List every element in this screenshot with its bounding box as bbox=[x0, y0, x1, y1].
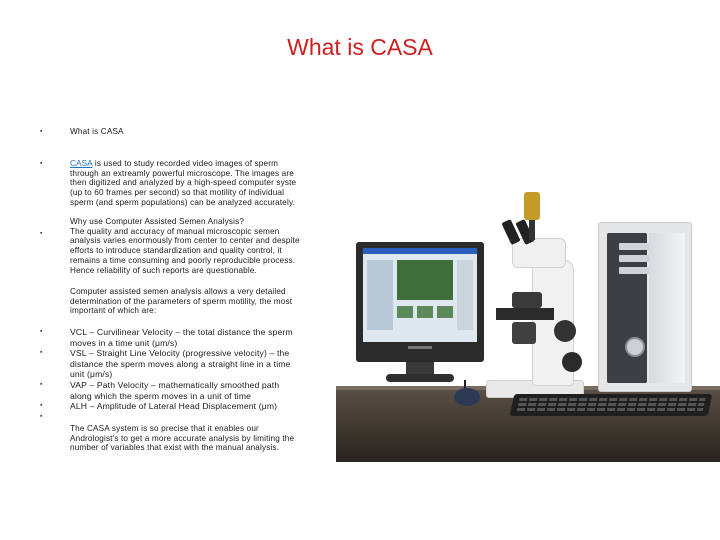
microscope-camera bbox=[524, 192, 540, 220]
text-line: then digitized and analyzed by a high-speed computer syste bbox=[70, 178, 297, 188]
text-line: determination of the parameters of sperm motility, the most bbox=[70, 296, 293, 306]
text-line: unit (μm/s) bbox=[70, 369, 113, 380]
text-line: remains a time consuming and poorly reproducible process. bbox=[70, 255, 296, 265]
casa-link[interactable]: CASA bbox=[70, 159, 93, 168]
text-line: along which the sperm moves in a unit of time bbox=[70, 390, 252, 401]
key-row bbox=[517, 408, 704, 411]
microscope-condenser bbox=[512, 322, 536, 344]
screen-titlebar bbox=[363, 248, 477, 254]
screen-video-pane bbox=[397, 260, 453, 300]
bullet-marker: ▪ bbox=[40, 328, 43, 335]
text-line: efforts to introduce standardization and quality control, it bbox=[70, 246, 282, 256]
text-line: ALH – Amplitude of Lateral Head Displacement (μm) bbox=[70, 401, 278, 411]
camera-tube bbox=[529, 218, 535, 240]
text-line: sperm (and sperm populations) can be analyzed accurately. bbox=[70, 197, 296, 207]
microscope-stage bbox=[496, 308, 554, 320]
keyboard bbox=[510, 394, 713, 416]
text-line: The CASA system is so precise that it enables our bbox=[70, 424, 259, 433]
monitor-stand-base bbox=[386, 374, 454, 382]
text-line: important of which are: bbox=[70, 306, 157, 316]
paragraph-motility-parameters bbox=[70, 287, 342, 316]
bullet-marker: ▪ bbox=[40, 128, 43, 135]
text-line: moves in a time unit (μm/s) bbox=[70, 337, 178, 348]
tower-logo bbox=[625, 337, 645, 357]
bullet-marker: ▪ bbox=[40, 381, 43, 388]
screen-thumbnail bbox=[397, 306, 413, 318]
optical-drive bbox=[619, 243, 651, 250]
bullet-marker: ▪ bbox=[40, 413, 43, 420]
bullet-text-what-is-casa bbox=[70, 127, 342, 137]
bullet-text-vcl bbox=[70, 327, 338, 348]
text-line: Andrologist's to get a more accurate analysis by limiting the bbox=[70, 433, 295, 443]
screen-side-panel bbox=[367, 260, 393, 330]
text-line bbox=[70, 159, 342, 169]
text-line: number of variables that exist with the manual analysis. bbox=[70, 443, 280, 453]
tower-side-panel bbox=[649, 233, 685, 383]
text-line: VCL – Curvilinear Velocity – the total distance the sperm bbox=[70, 327, 293, 337]
monitor bbox=[356, 242, 484, 362]
text-line: through an extreamly powerful microscope. The images are bbox=[70, 168, 294, 178]
bullet-text-why-use-casa bbox=[70, 217, 342, 275]
bullet-marker: ▪ bbox=[40, 402, 43, 409]
mouse bbox=[454, 388, 480, 406]
screen-thumbnail bbox=[437, 306, 453, 318]
focus-knob bbox=[562, 352, 582, 372]
text-line: (up to 60 frames per second) so that motility of individual bbox=[70, 188, 285, 198]
text-line: VSL – Straight Line Velocity (progressive velocity) – the bbox=[70, 348, 290, 358]
microscope-head bbox=[512, 238, 566, 268]
optical-drive bbox=[619, 255, 651, 262]
bullet-marker: ▪ bbox=[40, 230, 43, 237]
bullet-marker: ▪ bbox=[40, 349, 43, 356]
monitor-screen bbox=[363, 248, 477, 342]
text-line-rest: is used to study recorded video images of sperm bbox=[92, 159, 279, 168]
bullet-text-vsl bbox=[70, 348, 338, 380]
text-line: distance the sperm moves along a straight line in a time bbox=[70, 358, 291, 369]
text-line: Why use Computer Assisted Semen Analysis? bbox=[70, 217, 245, 226]
stage-knob bbox=[554, 320, 576, 342]
bullet-text-casa-description bbox=[70, 159, 342, 208]
key-row bbox=[519, 398, 706, 401]
slide-title: What is CASA bbox=[287, 34, 433, 60]
text-line: The quality and accuracy of manual microscopic semen bbox=[70, 226, 280, 236]
computer-tower bbox=[598, 222, 692, 392]
bullet-text-alh bbox=[70, 401, 338, 412]
text-line: analysis varies enormously from center to center and despite bbox=[70, 236, 300, 246]
text-line: Hence reliability of such reports are questionable. bbox=[70, 265, 257, 275]
key-row bbox=[518, 403, 705, 406]
paragraph-casa-precision bbox=[70, 424, 342, 453]
text-line: VAP – Path Velocity – mathematically smoothed path bbox=[70, 380, 280, 390]
tower-front-panel bbox=[607, 233, 647, 383]
casa-workstation-photo bbox=[336, 180, 720, 462]
bullet-text-vap bbox=[70, 380, 338, 401]
text-line: What is CASA bbox=[70, 127, 124, 136]
microscope-objectives bbox=[512, 292, 542, 308]
screen-right-panel bbox=[457, 260, 473, 330]
drive-bay bbox=[619, 267, 651, 274]
text-line: Computer assisted semen analysis allows a very detailed bbox=[70, 287, 286, 296]
monitor-logo bbox=[408, 346, 432, 349]
bullet-marker: ▪ bbox=[40, 160, 43, 167]
screen-thumbnail bbox=[417, 306, 433, 318]
